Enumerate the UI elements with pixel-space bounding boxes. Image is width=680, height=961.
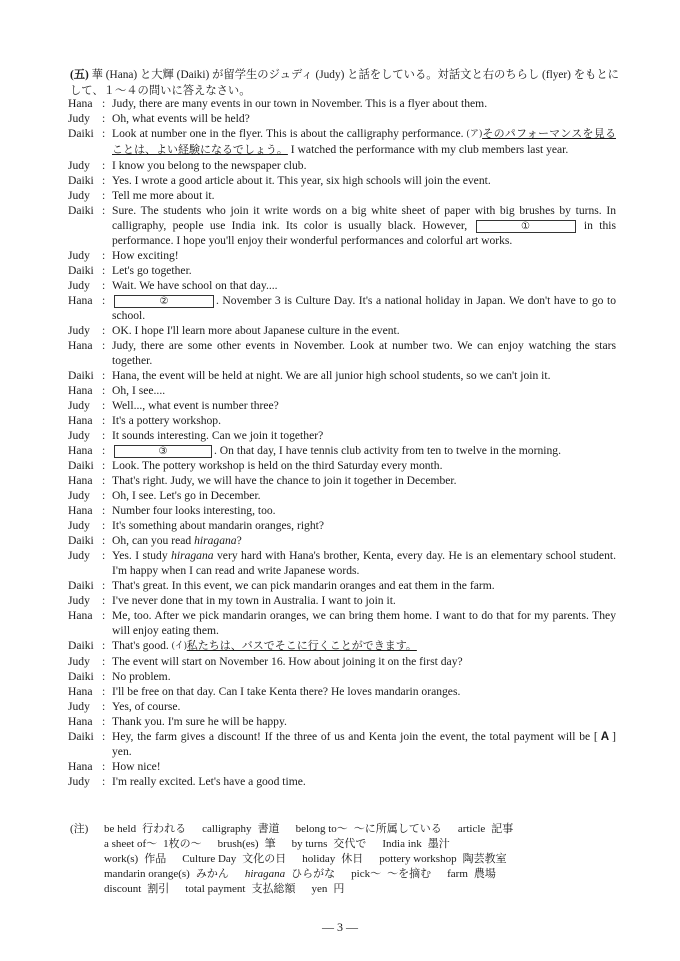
speaker-name: Daiki [68, 534, 94, 547]
note-item [302, 852, 363, 867]
dialogue-line [68, 398, 616, 413]
speaker-name: Judy [68, 112, 90, 125]
speaker-colon: : [102, 534, 106, 547]
underlined-japanese: 私たちは、バスでそこに行くことができます。 [186, 640, 417, 652]
speaker-name: Hana [68, 414, 93, 427]
speaker-name: Daiki [68, 264, 94, 277]
notes-label: (注) [70, 823, 89, 835]
speaker-colon: : [102, 609, 106, 622]
speaker-name: Judy [68, 549, 90, 562]
answer-letter: A [600, 730, 610, 743]
dialogue-line [68, 473, 616, 488]
note-item [104, 852, 166, 867]
speaker-colon: : [102, 127, 106, 140]
note-term: total payment [185, 883, 246, 895]
dialogue-text [112, 729, 616, 759]
speaker-colon: : [102, 670, 106, 683]
note-meaning: 支払総額 [251, 883, 296, 895]
dialogue-line [68, 263, 616, 278]
note-term: be held [104, 823, 137, 835]
speaker-colon: : [102, 264, 106, 277]
speaker-colon: : [102, 655, 106, 668]
dialogue-text: It sounds interesting. Can we join it together? [112, 429, 324, 442]
dialogue-line [68, 503, 616, 518]
dialogue-line [68, 278, 616, 293]
speaker-name: Judy [68, 594, 90, 607]
speaker-name: Judy [68, 519, 90, 532]
text-segment: in this performance. I hope you'll enjoy their wonderful performances and colorful art works. [112, 219, 616, 247]
note-term: hiragana [244, 868, 286, 880]
speaker-name: Hana [68, 685, 93, 698]
text-segment: Look at number one in the flyer. This is about the calligraphy performance. [112, 127, 467, 140]
text-segment: ] yen. [112, 730, 616, 758]
speaker-name: Daiki [68, 730, 94, 743]
note-meaning: 記事 [491, 823, 514, 835]
dialogue-text [112, 638, 616, 654]
speaker-colon: : [102, 384, 106, 397]
dialogue [68, 96, 616, 789]
dialogue-line [68, 488, 616, 503]
dialogue-text: Me, too. After we pick mandarin oranges, we can bring them home. I want to do that for my parents. They will enjoy eating them. [112, 609, 616, 637]
speaker-name: Hana [68, 339, 93, 352]
dialogue-text: I'm really excited. Let's have a good time. [112, 775, 306, 788]
note-item [458, 822, 513, 837]
note-term: article [457, 823, 486, 835]
note-term: Culture Day [182, 853, 237, 865]
note-item [202, 822, 279, 837]
notes-row [70, 837, 630, 852]
speaker-name: Judy [68, 489, 90, 502]
speaker-colon: : [102, 444, 106, 457]
page-number: — 3 — [322, 920, 358, 934]
note-meaning: 休日 [341, 853, 364, 865]
note-meaning: ひらがな [291, 868, 336, 880]
dialogue-text: Look. The pottery workshop is held on the third Saturday every month. [112, 459, 443, 472]
dialogue-text: Let's go together. [112, 264, 192, 277]
speaker-name: Judy [68, 399, 90, 412]
dialogue-text: Judy, there are many events in our town in November. This is a flyer about them. [112, 97, 488, 110]
dialogue-line [68, 293, 616, 323]
speaker-name: Judy [68, 159, 90, 172]
note-meaning: 筆 [264, 838, 276, 850]
dialogue-line [68, 383, 616, 398]
text-segment: Hey, the farm gives a discount! If the three of us and Kenta join the event, the total payment will be [ [112, 730, 598, 743]
dialogue-text: How exciting! [112, 249, 179, 262]
dialogue-text: It's a pottery workshop. [112, 414, 221, 427]
speaker-name: Daiki [68, 459, 94, 472]
note-item [185, 882, 295, 897]
speaker-name: Judy [68, 279, 90, 292]
speaker-colon: : [102, 97, 106, 110]
speaker-colon: : [102, 519, 106, 532]
speaker-colon: : [102, 174, 106, 187]
note-meaning: みかん [195, 868, 229, 880]
text-segment: . November 3 is Culture Day. It's a national holiday in Japan. We don't have to go to school. [112, 294, 616, 322]
speaker-name: Hana [68, 504, 93, 517]
speaker-colon: : [102, 159, 106, 172]
speaker-colon: : [102, 639, 106, 652]
dialogue-line [68, 518, 616, 533]
note-term: a sheet of～ [104, 838, 158, 850]
dialogue-text: Oh, I see.... [112, 384, 166, 397]
note-meaning: 割引 [147, 883, 170, 895]
speaker-name: Hana [68, 97, 93, 110]
speaker-colon: : [102, 489, 106, 502]
speaker-colon: : [102, 399, 106, 412]
dialogue-line [68, 96, 616, 111]
note-item [104, 882, 169, 897]
dialogue-text: Tell me more about it. [112, 189, 215, 202]
speaker-name: Daiki [68, 639, 94, 652]
speaker-colon: : [102, 715, 106, 728]
speaker-name: Judy [68, 324, 90, 337]
note-meaning: 1枚の～ [163, 838, 202, 850]
text-segment: Oh, can you read [112, 534, 195, 547]
note-meaning: 農場 [473, 868, 496, 880]
note-meaning: 書道 [257, 823, 280, 835]
speaker-name: Judy [68, 249, 90, 262]
dialogue-text: Thank you. I'm sure he will be happy. [112, 715, 287, 728]
dialogue-line [68, 774, 616, 789]
note-term: brush(es) [217, 838, 259, 850]
text-segment: ? [236, 534, 242, 547]
note-item [351, 867, 431, 882]
dialogue-text [112, 203, 616, 248]
dialogue-text: No problem. [112, 670, 171, 683]
dialogue-text: I know you belong to the newspaper club. [112, 159, 307, 172]
dialogue-line [68, 203, 616, 248]
note-meaning: 円 [333, 883, 345, 895]
speaker-name: Daiki [68, 127, 94, 140]
speaker-name: Hana [68, 384, 93, 397]
note-term: discount [104, 883, 142, 895]
note-item [447, 867, 496, 882]
note-item [104, 867, 229, 882]
speaker-name: Hana [68, 474, 93, 487]
note-term: pick～ [351, 868, 382, 880]
speaker-name: Judy [68, 189, 90, 202]
dialogue-line [68, 759, 616, 774]
text-segment: I watched the performance with my club members last year. [287, 143, 569, 156]
speaker-name: Daiki [68, 369, 94, 382]
answer-blank: ① [476, 220, 576, 233]
note-term: pottery workshop [379, 853, 457, 865]
speaker-name: Hana [68, 760, 93, 773]
note-item [311, 882, 344, 897]
dialogue-text: It's something about mandarin oranges, right? [112, 519, 325, 532]
dialogue-line [68, 669, 616, 684]
dialogue-text: Oh, what events will be held? [112, 112, 250, 125]
note-item [292, 837, 367, 852]
note-meaning: 陶芸教室 [462, 853, 507, 865]
speaker-name: Judy [68, 700, 90, 713]
speaker-name: Hana [68, 444, 93, 457]
dialogue-line [68, 593, 616, 608]
text-segment: That's good. [112, 639, 172, 652]
dialogue-text: Yes. I wrote a good article about it. This year, six high schools will join the event. [112, 174, 491, 187]
note-meaning: ～に所属している [353, 823, 442, 835]
dialogue-text: Wait. We have school on that day.... [112, 279, 278, 292]
note-meaning: 墨汁 [427, 838, 450, 850]
note-item [296, 822, 442, 837]
dialogue-line [68, 443, 616, 458]
dialogue-line [68, 323, 616, 338]
note-item [382, 837, 449, 852]
speaker-name: Daiki [68, 174, 94, 187]
speaker-name: Judy [68, 429, 90, 442]
dialogue-line [68, 111, 616, 126]
dialogue-line [68, 684, 616, 699]
vocabulary-notes [70, 822, 630, 897]
speaker-colon: : [102, 324, 106, 337]
dialogue-line [68, 458, 616, 473]
dialogue-text [112, 533, 616, 548]
text-segment: . On that day, I have tennis club activity from ten to twelve in the morning. [214, 444, 561, 457]
dialogue-line [68, 248, 616, 263]
speaker-colon: : [102, 414, 106, 427]
notes-row [70, 822, 630, 837]
italic-word: hiragana [171, 549, 214, 562]
dialogue-text [112, 548, 616, 578]
note-term: calligraphy [202, 823, 252, 835]
note-term: mandarin orange(s) [104, 868, 190, 880]
notes-row [70, 852, 630, 867]
note-item [245, 867, 335, 882]
instruction-text: 華 (Hana) と大輝 (Daiki) が留学生のジュディ (Judy) と話をしている。対話文と右のちらし (flyer) をもとにして、１～４の問いに答えなさい。 [70, 69, 619, 97]
dialogue-line [68, 338, 616, 368]
dialogue-text: That's great. In this event, we can pick mandarin oranges and eat them in the farm. [112, 579, 495, 592]
dialogue-text: That's right. Judy, we will have the chance to join it together in December. [112, 474, 457, 487]
speaker-colon: : [102, 549, 106, 562]
dialogue-text: How nice! [112, 760, 161, 773]
dialogue-line [68, 578, 616, 593]
dialogue-line [68, 413, 616, 428]
speaker-name: Hana [68, 609, 93, 622]
note-meaning: 作品 [144, 853, 167, 865]
speaker-colon: : [102, 294, 106, 307]
dialogue-text [112, 126, 616, 158]
speaker-colon: : [102, 189, 106, 202]
speaker-colon: : [102, 594, 106, 607]
dialogue-line [68, 173, 616, 188]
speaker-colon: : [102, 339, 106, 352]
dialogue-line [68, 548, 616, 578]
note-term: farm [447, 868, 468, 880]
speaker-name: Hana [68, 294, 93, 307]
dialogue-text: Judy, there are some other events in November. Look at number two. We can enjoy watching the stars together. [112, 339, 616, 367]
underlined-japanese: そのパフォーマンスを見ることは、よい経験になるでしょう。 [112, 128, 616, 156]
text-segment: Sure. The students who join it write words on a big white sheet of paper with big brushes by turns. In calligraphy, people use India ink. Its color is usually black. However, [112, 204, 616, 232]
speaker-colon: : [102, 369, 106, 382]
speaker-colon: : [102, 700, 106, 713]
note-meaning: 交代で [333, 838, 367, 850]
speaker-colon: : [102, 579, 106, 592]
note-term: by turns [291, 838, 328, 850]
notes-row [70, 882, 630, 897]
note-item [379, 852, 506, 867]
text-segment: very hard with Hana's brother, Kenta, every day. He is an elementary school student. I'm happy when I can read and write Japanese words. [112, 549, 616, 577]
speaker-colon: : [102, 279, 106, 292]
speaker-name: Hana [68, 715, 93, 728]
note-term: yen [311, 883, 328, 895]
dialogue-line [68, 428, 616, 443]
speaker-colon: : [102, 685, 106, 698]
dialogue-line [68, 638, 616, 654]
note-item [104, 837, 202, 852]
note-item [218, 837, 276, 852]
note-meaning: 文化の日 [242, 853, 287, 865]
dialogue-text [112, 443, 616, 458]
speaker-colon: : [102, 429, 106, 442]
dialogue-text: I'll be free on that day. Can I take Kenta there? He loves mandarin oranges. [112, 685, 461, 698]
dialogue-text: OK. I hope I'll learn more about Japanese culture in the event. [112, 324, 400, 337]
dialogue-line [68, 608, 616, 638]
italic-word: hiragana [194, 534, 237, 547]
dialogue-text: Oh, I see. Let's go in December. [112, 489, 261, 502]
answer-blank: ③ [114, 445, 212, 458]
question-instructions [70, 67, 620, 99]
speaker-colon: : [102, 474, 106, 487]
speaker-colon: : [102, 775, 106, 788]
speaker-colon: : [102, 459, 106, 472]
underline-marker: (イ) [171, 640, 187, 650]
speaker-colon: : [102, 204, 106, 217]
dialogue-line [68, 368, 616, 383]
speaker-name: Judy [68, 775, 90, 788]
note-term: India ink [382, 838, 422, 850]
note-term: work(s) [104, 853, 139, 865]
note-term: belong to～ [295, 823, 348, 835]
note-item [182, 852, 286, 867]
speaker-name: Daiki [68, 204, 94, 217]
underline-marker: (ア) [466, 128, 483, 138]
text-segment: Yes. I study [112, 549, 172, 562]
notes-row [70, 867, 630, 882]
dialogue-text [112, 293, 616, 323]
dialogue-text: Yes, of course. [112, 700, 181, 713]
dialogue-line [68, 714, 616, 729]
dialogue-text: Well..., what event is number three? [112, 399, 279, 412]
speaker-name: Daiki [68, 670, 94, 683]
note-item [104, 822, 186, 837]
dialogue-text: Hana, the event will be held at night. We are all junior high school students, so we can't join it. [112, 369, 551, 382]
dialogue-text: The event will start on November 16. How about joining it on the first day? [112, 655, 463, 668]
dialogue-text: Number four looks interesting, too. [112, 504, 276, 517]
speaker-colon: : [102, 504, 106, 517]
dialogue-line [68, 158, 616, 173]
speaker-colon: : [102, 249, 106, 262]
speaker-colon: : [102, 112, 106, 125]
dialogue-line [68, 188, 616, 203]
speaker-colon: : [102, 730, 106, 743]
dialogue-line [68, 654, 616, 669]
speaker-name: Daiki [68, 579, 94, 592]
dialogue-line [68, 533, 616, 548]
note-meaning: ～を摘む [387, 868, 432, 880]
answer-blank: ② [114, 295, 214, 308]
speaker-name: Judy [68, 655, 90, 668]
dialogue-line [68, 729, 616, 759]
note-term: holiday [302, 853, 336, 865]
speaker-colon: : [102, 760, 106, 773]
dialogue-line [68, 699, 616, 714]
dialogue-line [68, 126, 616, 158]
dialogue-text: I've never done that in my town in Australia. I want to join it. [112, 594, 396, 607]
note-meaning: 行われる [142, 823, 187, 835]
question-number: (五) [70, 69, 89, 81]
